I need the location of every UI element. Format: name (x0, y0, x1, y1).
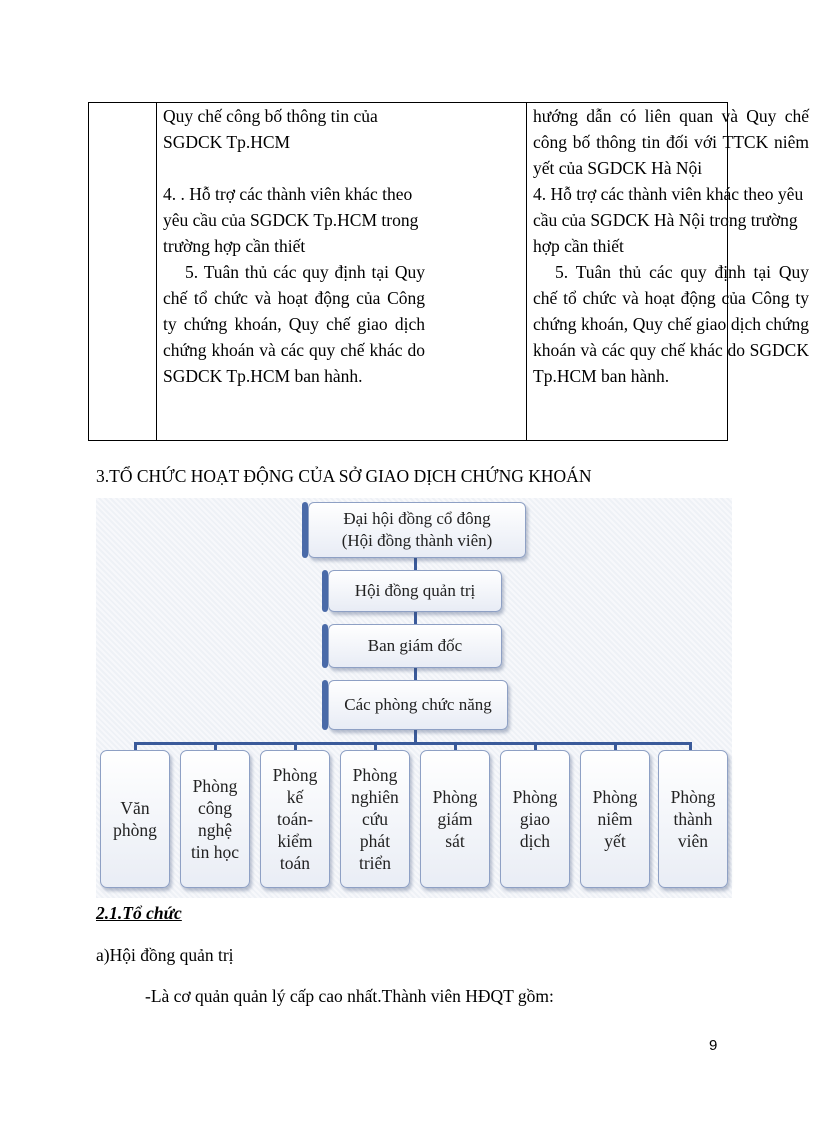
table-col-empty (89, 103, 157, 440)
connector (414, 612, 417, 624)
functional-depts-label: Các phòng chức năng (344, 695, 492, 714)
dept-label: Phòng thành viên (670, 787, 716, 851)
directors-box (328, 624, 502, 668)
shareholders-label: Đại hội đồng cổ đông (343, 509, 491, 528)
page-number: 9 (709, 1037, 718, 1054)
hcm-paragraph-2: 4. . Hỗ trợ các thành viên khác theo yêu cầu của SGDCK Tp.HCM trong trường hợp cần thiết (163, 184, 419, 256)
dept-supervision (420, 750, 490, 888)
hanoi-paragraph-1: hướng dẫn có liên quan và Quy chế công bố thông tin đối với TTCK niêm yết của SGDCK Hà Nội (533, 106, 809, 178)
org-chart (96, 498, 732, 898)
dept-label: Phòng công nghệ tin học (190, 776, 240, 862)
dept-label: Phòng kế toán-kiểm toán (272, 765, 318, 873)
connector (414, 668, 417, 680)
table-col-hanoi (527, 103, 809, 440)
dept-label: Phòng giám sát (432, 787, 478, 851)
dept-label: Văn phòng (113, 798, 157, 840)
comparison-table (88, 102, 809, 441)
subheading: 2.1.Tổ chức (96, 903, 182, 923)
connector (414, 558, 417, 570)
board-section-title: a)Hội đồng quản trị (96, 945, 234, 965)
board-box (328, 570, 502, 612)
hcm-paragraph-1: Quy chế công bố thông tin của SGDCK Tp.HCM (163, 106, 378, 152)
dept-accounting (260, 750, 330, 888)
board-description: -Là cơ quản quản lý cấp cao nhất.Thành viên HĐQT gồm: (145, 986, 554, 1006)
horizontal-connector (134, 742, 692, 745)
dept-members (658, 750, 728, 888)
dept-trading (500, 750, 570, 888)
members-council-label: (Hội đồng thành viên) (341, 531, 493, 550)
connector (414, 730, 417, 742)
hanoi-paragraph-3: 5. Tuân thủ các quy định tại Quy chế tổ chức và hoạt động của Công ty chứng khoán, Quy chế giao dịch chứng khoán và các quy chế khác do SGDCK Tp.HCM ban hành. (533, 262, 809, 386)
directors-label: Ban giám đốc (367, 636, 463, 655)
dept-label: Phòng giao dịch (512, 787, 558, 851)
functional-depts-box (328, 680, 508, 730)
shareholders-box (308, 502, 526, 558)
dept-label: Phòng nghiên cứu phát triển (351, 765, 399, 873)
dept-office (100, 750, 170, 888)
table-col-hcm (157, 103, 527, 440)
dept-listing (580, 750, 650, 888)
hanoi-paragraph-2: 4. Hỗ trợ các thành viên khác theo yêu cầu của SGDCK Hà Nội trong trường hợp cần thiết (533, 184, 804, 256)
dept-research (340, 750, 410, 888)
dept-label: Phòng niêm yết (592, 787, 638, 851)
dept-it (180, 750, 250, 888)
hcm-paragraph-3: 5. Tuân thủ các quy định tại Quy chế tổ chức và hoạt động của Công ty chứng khoán, Quy chế giao dịch chứng khoán và các quy chế khác do SGDCK Tp.HCM ban hành. (163, 262, 425, 386)
section-heading: 3.TỔ CHỨC HOẠT ĐỘNG CỦA SỞ GIAO DỊCH CHỨNG KHOÁN (96, 466, 592, 486)
board-label: Hội đồng quản trị (354, 581, 476, 600)
